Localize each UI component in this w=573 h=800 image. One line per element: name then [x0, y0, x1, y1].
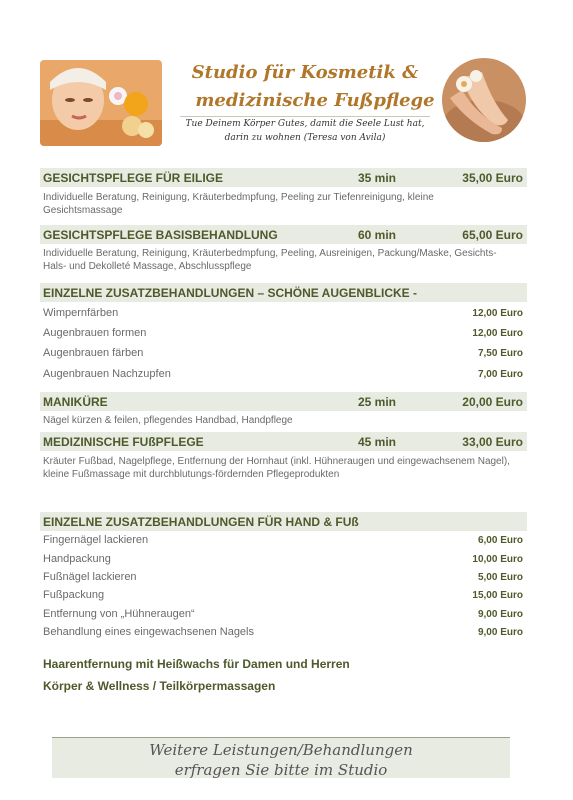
- extra-service-haarentfernung: Haarentfernung mit Heißwachs für Damen und Herren: [43, 657, 350, 671]
- service-title: GESICHTSPFLEGE FÜR EILIGE: [43, 171, 224, 185]
- service-price: 35,00 Euro: [462, 171, 523, 185]
- list-item: Handpackung 10,00 Euro: [43, 553, 523, 565]
- service-duration: 25 min: [358, 395, 397, 409]
- list-item: Wimpernfärben 12,00 Euro: [43, 307, 523, 319]
- section-header-augen: [40, 283, 527, 302]
- title-divider: [180, 116, 430, 117]
- service-duration: 60 min: [358, 228, 397, 242]
- service-description: Individuelle Beratung, Reinigung, Kräuterbedmpfung, Peeling, Ausreinigen, Packung/Maske, Gesichts-Hals- und Dekolleté Massage, Abschlusspflege: [43, 248, 497, 272]
- list-item: Fingernägel lackieren 6,00 Euro: [43, 534, 523, 546]
- service-header-fusspflege: [40, 432, 527, 451]
- section-header-hand-fuss: [40, 512, 527, 531]
- service-header-manikuere: [40, 392, 527, 411]
- service-description: Nägel kürzen & feilen, pflegendes Handbad, Handpflege: [43, 415, 293, 426]
- section-title: EINZELNE ZUSATZBEHANDLUNGEN FÜR HAND & FUß: [43, 515, 359, 529]
- service-title: MANIKÜRE: [43, 395, 108, 409]
- motto-line2: darin zu wohnen (Teresa von Avila): [224, 133, 386, 143]
- list-item: Fußnägel lackieren 5,00 Euro: [43, 571, 523, 583]
- footer-line1: Weitere Leistungen/Behandlungen: [149, 741, 413, 759]
- service-header-gesichtspflege-basis: [40, 225, 527, 244]
- service-price: 65,00 Euro: [462, 228, 523, 242]
- service-price: 33,00 Euro: [462, 435, 523, 449]
- studio-title-line2: medizinische Fußpflege: [195, 90, 435, 111]
- extra-service-massagen: Körper & Wellness / Teilkörpermassagen: [43, 679, 276, 693]
- service-title: MEDIZINISCHE FUßPFLEGE: [43, 435, 204, 449]
- service-header-gesichtspflege-eilige: [40, 168, 527, 187]
- service-description: Individuelle Beratung, Reinigung, Kräuterbedmpfung, Peeling zur Tiefenreinigung, kleine Gesichtsmassage: [43, 192, 434, 216]
- motto-line1: Tue Deinem Körper Gutes, damit die Seele Lust hat,: [185, 119, 425, 129]
- service-description: Kräuter Fußbad, Nagelpflege, Entfernung der Hornhaut (inkl. Hühneraugen und eingewachsenem Nagel), kleine Fußmassage mit durchblutungs-fördernden Pflegeprodukten: [43, 456, 510, 480]
- list-item: Fußpackung 15,00 Euro: [43, 589, 523, 601]
- spa-face-photo: [40, 60, 162, 146]
- list-item: Behandlung eines eingewachsenen Nagels 9,00 Euro: [43, 626, 523, 638]
- list-item: Entfernung von „Hühneraugen“ 9,00 Euro: [43, 608, 523, 620]
- list-item: Augenbrauen formen 12,00 Euro: [43, 327, 523, 339]
- service-duration: 45 min: [358, 435, 397, 449]
- service-duration: 35 min: [358, 171, 397, 185]
- footer-banner: [52, 737, 510, 778]
- section-title: EINZELNE ZUSATZBEHANDLUNGEN – SCHÖNE AUGENBLICKE -: [43, 286, 418, 300]
- service-title: GESICHTSPFLEGE BASISBEHANDLUNG: [43, 228, 278, 242]
- service-price: 20,00 Euro: [462, 395, 523, 409]
- list-item: Augenbrauen Nachzupfen 7,00 Euro: [43, 368, 523, 380]
- studio-title-line1: Studio für Kosmetik &: [191, 62, 419, 83]
- list-item: Augenbrauen färben 7,50 Euro: [43, 347, 523, 359]
- feet-photo: [442, 58, 526, 142]
- footer-line2: erfragen Sie bitte im Studio: [174, 761, 388, 779]
